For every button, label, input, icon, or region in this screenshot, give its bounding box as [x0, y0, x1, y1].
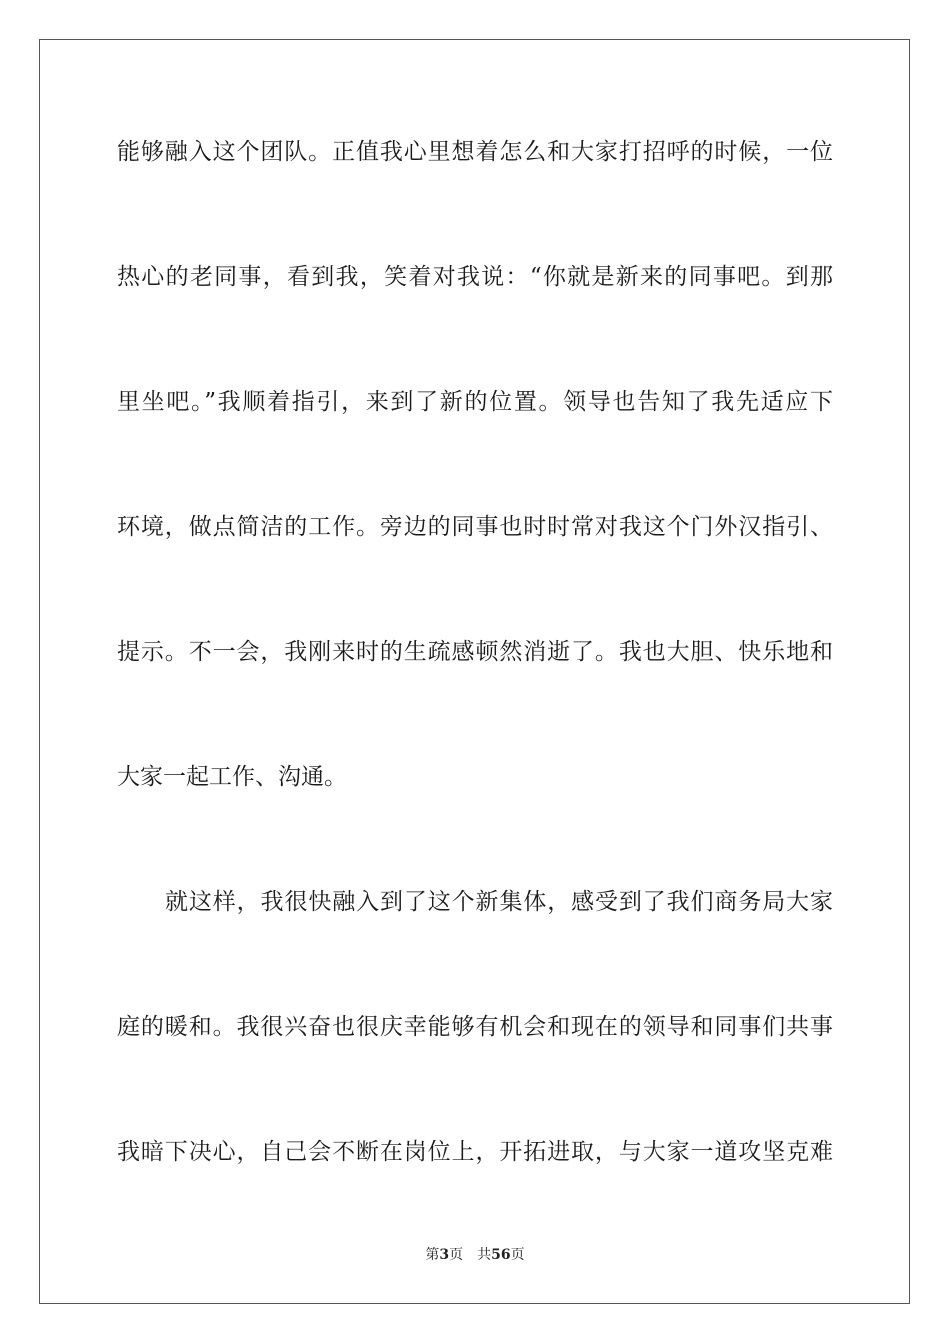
text-line-6: 大家一起工作、沟通。: [117, 764, 347, 790]
text-line-9: 我暗下决心，自己会不断在岗位上，开拓进取，与大家一道攻坚克难: [117, 1139, 833, 1165]
text-line-3: 里坐吧。”我顺着指引，来到了新的位置。领导也告知了我先适应下: [117, 389, 833, 415]
page-label-suffix: 页: [449, 1247, 464, 1263]
total-label-prefix: 共: [477, 1247, 492, 1263]
text-line-1: 能够融入这个团队。正值我心里想着怎么和大家打招呼的时候，一位: [117, 139, 833, 165]
page-label-prefix: 第: [425, 1247, 440, 1263]
page-number: 3: [439, 1247, 450, 1263]
page-footer: [0, 1244, 950, 1264]
text-line-8: 庭的暖和。我很兴奋也很庆幸能够有机会和现在的领导和同事们共事: [117, 1014, 833, 1040]
text-line-4: 环境，做点简洁的工作。旁边的同事也时时常对我这个门外汉指引、: [117, 514, 833, 540]
text-line-5: 提示。不一会，我刚来时的生疏感顿然消逝了。我也大胆、快乐地和: [117, 639, 833, 665]
text-line-2: 热心的老同事，看到我，笑着对我说：“你就是新来的同事吧。到那: [117, 264, 833, 290]
total-pages: 56: [491, 1247, 511, 1263]
text-line-7: 就这样，我很快融入到了这个新集体，感受到了我们商务局大家: [165, 889, 833, 915]
total-label-suffix: 页: [510, 1247, 525, 1263]
